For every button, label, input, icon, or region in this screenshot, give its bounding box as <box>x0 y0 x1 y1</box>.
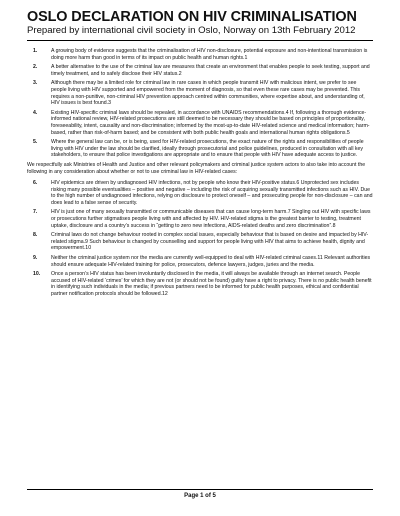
item-text: HIV epidemics are driven by undiagnosed HIV infections, not by people who know their HIV-positive status.6 Unprotected sex includes risking many possible eventualities – positive and negative – including the risk of acquiring sexually transmitted infections such as HIV. Due to the high number of undiagnosed infections, relying on disclosure to protect oneself – and prosecuting people for non-disclosure – can and does lead to a false sense of security. <box>51 180 373 206</box>
item-text: Although there may be a limited role for criminal law in rare cases in which people transmit HIV with malicious intent, we prefer to see people living with HIV supported and empowered from the moment of diagnosis, so that even these rare cases may be prevented. This requires a non-punitive, non-criminal HIV prevention approach centred within communities, where expertise about, and understanding of, HIV issues is best found.3 <box>51 80 365 107</box>
numbered-list-a <box>27 48 373 159</box>
item-number: 8. <box>33 232 38 239</box>
list-item <box>27 48 373 61</box>
item-text: Where the general law can be, or is being, used for HIV-related prosecutions, the exact nature of the rights and responsibilities of people living with HIV under the law should be clarified, ideally through prosecutorial and police guidelines, produced in consultation with all key stakeholders, to ensure that police investigations are appropriate and to ensure that people with HIV have adequate access to justice. <box>51 139 364 159</box>
numbered-list-b <box>27 180 373 298</box>
list-item <box>27 209 373 229</box>
intro-paragraph: We respectfully ask Ministries of Health and Justice and other relevant policymakers and criminal justice system actors to also take into account the following in any consideration about whether or not to use criminal law in HIV-related cases: <box>27 161 366 175</box>
item-text: A better alternative to the use of the criminal law are measures that create an environment that enables people to seek testing, support and timely treatment, and to safely disclose their HIV status.2 <box>51 64 370 77</box>
item-text: Existing HIV-specific criminal laws should be repealed, in accordance with UNAIDS recommendations.4 If, following a thorough evidence-informed national review, HIV-related prosecutions are still deemed to be necessary they should be based on principles of proportionality, foreseeability, intent, causality and non-discrimination; informed by the most-up-to-date HIV-related science and medical information; harm-based, rather than risk-of-harm based; and be consistent with both public health goals and international human rights obligations.5 <box>51 109 370 136</box>
footer-divider <box>27 489 373 490</box>
document-subtitle: Prepared by international civil society in Oslo, Norway on 13th February 2012 <box>27 25 356 36</box>
list-item <box>27 80 373 106</box>
list-item <box>27 255 373 268</box>
document-title: OSLO DECLARATION ON HIV CRIMINALISATION <box>27 9 357 25</box>
list-item <box>27 139 373 159</box>
item-text: Once a person’s HIV status has been involuntarily disclosed in the media, it will always be available through an internet search. People accused of HIV-related ‘crimes’ for which they are not (or should not be found) guilty have a right to privacy. There is no public health benefit in identifying such individuals in the media; if previous partners need to be informed for public health purposes, ethical and confidential partner notification protocols should be followed.12 <box>51 271 372 297</box>
list-item <box>27 64 373 77</box>
item-number: 3. <box>33 80 38 87</box>
item-number: 4. <box>33 109 38 116</box>
document-body <box>27 48 373 301</box>
page-number: Page 1 of 5 <box>184 493 216 499</box>
item-text: Neither the criminal justice system nor the media are currently well-equipped to deal with HIV-related criminal cases.11 Relevant authorities should ensure adequate HIV-related training for police, prosecutors, defence lawyers, judges, juries and the media. <box>51 255 371 268</box>
item-number: 6. <box>33 180 38 187</box>
item-number: 9. <box>33 255 38 262</box>
item-number: 7. <box>33 209 38 216</box>
item-number: 2. <box>33 64 38 71</box>
item-text: A growing body of evidence suggests that the criminalisation of HIV non-disclosure, potential exposure and non-intentional transmission is doing more harm than good in terms of its impact on public health and human rights.1 <box>51 48 368 61</box>
item-number: 1. <box>33 48 38 54</box>
item-number: 5. <box>33 139 38 146</box>
list-item <box>27 180 373 206</box>
header-divider <box>27 40 373 41</box>
list-item <box>27 110 373 136</box>
list-item <box>27 271 373 297</box>
list-item <box>27 232 373 252</box>
item-number: 10. <box>33 271 41 278</box>
item-text: HIV is just one of many sexually transmitted or communicable diseases that can cause long-term harm.7 Singling out HIV with specific laws or prosecutions further stigmatises people living with and affected by HIV. HIV-related stigma is the greatest barrier to testing, treatment uptake, disclosure and a country’s success in “getting to zero new infections, AIDS-related deaths and zero discrimination”.8 <box>51 209 371 229</box>
item-text: Criminal laws do not change behaviour rooted in complex social issues, especially behaviour that is based on desire and impacted by HIV-related stigma.9 Such behaviour is changed by counselling and support for people living with HIV that aims to achieve health, dignity and empowerment.10 <box>51 232 369 252</box>
